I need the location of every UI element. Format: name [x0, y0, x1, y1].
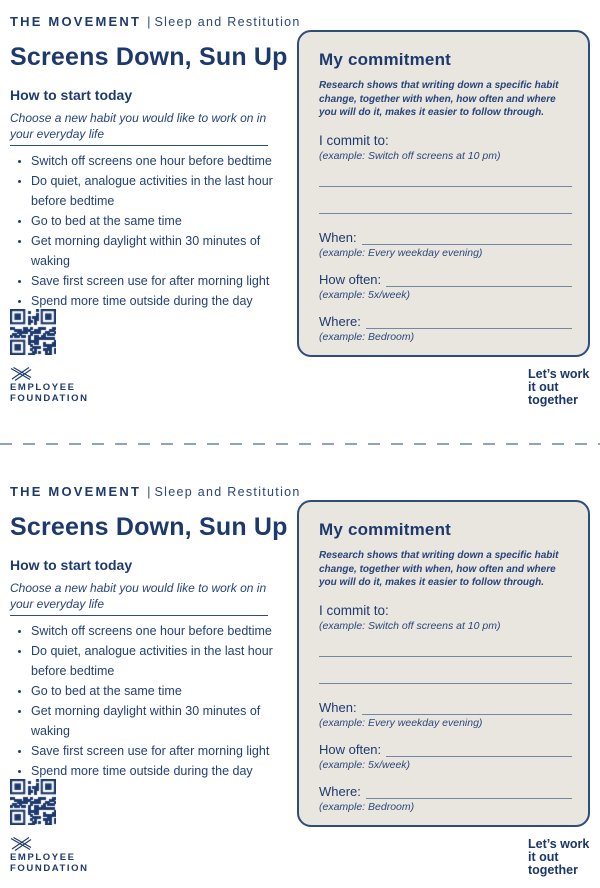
how-often-write-line — [386, 274, 572, 287]
tagline-line-1: Let’s work — [528, 837, 590, 851]
brand-separator: | — [147, 14, 151, 29]
how-often-example: (example: 5x/week) — [319, 288, 411, 301]
habit-item: • Switch off screens one hour before bedtime — [31, 621, 288, 641]
commit-to-example: (example: Switch off screens at 10 pm) — [319, 149, 501, 162]
commitment-card — [297, 30, 590, 357]
habit-item: • Go to bed at the same time — [31, 211, 288, 231]
left-column — [10, 484, 301, 874]
habit-item: • Do quiet, analogue activities in the last hour before bedtime — [31, 641, 288, 681]
habit-list — [10, 151, 288, 311]
when-label: When: — [319, 699, 357, 715]
when-field — [319, 700, 572, 715]
flyer-copy-bottom — [0, 470, 600, 888]
page-title: Screens Down, Sun Up — [10, 513, 288, 541]
commit-write-line-1 — [319, 656, 572, 657]
where-label: Where: — [319, 783, 361, 799]
tagline-line-2: it out — [528, 379, 559, 394]
habit-list — [10, 621, 288, 781]
when-write-line — [362, 702, 572, 715]
logo-line-1: EMPLOYEE — [10, 382, 76, 393]
crossed-lines-icon — [10, 366, 32, 382]
dashed-cut-line — [0, 443, 600, 445]
howto-intro: Choose a new habit you would like to work on in your everyday life — [10, 111, 267, 141]
brand-subtitle: Sleep and Restitution — [154, 15, 301, 29]
where-write-line — [366, 786, 572, 799]
brand-name: THE MOVEMENT — [10, 484, 142, 499]
habit-item: • Switch off screens one hour before bedtime — [31, 151, 288, 171]
commitment-intro: Research shows that writing down a specific habit change, together with when, how often and where you will do it, makes it easier to follow through. — [319, 550, 559, 588]
howto-heading: How to start today — [10, 87, 133, 103]
tagline-line-2: it out — [528, 849, 559, 864]
intro-rule — [10, 145, 268, 146]
employee-foundation-logo — [10, 836, 89, 874]
where-label: Where: — [319, 313, 361, 329]
where-write-line — [366, 316, 572, 329]
how-often-label: How often: — [319, 741, 382, 757]
howto-intro: Choose a new habit you would like to work on in your everyday life — [10, 581, 267, 611]
habit-item: • Save first screen use for after morning light — [31, 271, 288, 291]
logo-line-2: FOUNDATION — [10, 863, 89, 874]
commit-write-line-2 — [319, 213, 572, 214]
employee-foundation-logo — [10, 366, 89, 404]
when-write-line — [362, 232, 572, 245]
intro-rule — [10, 615, 268, 616]
how-often-example: (example: 5x/week) — [319, 758, 411, 771]
commit-write-line-2 — [319, 683, 572, 684]
commit-to-label: I commit to: — [319, 602, 389, 618]
habit-item: • Get morning daylight within 30 minutes of waking — [31, 701, 288, 741]
logo-line-1: EMPLOYEE — [10, 852, 76, 863]
commitment-title: My commitment — [319, 50, 452, 69]
brand-name: THE MOVEMENT — [10, 14, 142, 29]
habit-item: • Spend more time outside during the day — [31, 291, 288, 311]
where-example: (example: Bedroom) — [319, 330, 415, 343]
crossed-lines-icon — [10, 836, 32, 852]
habit-item: • Save first screen use for after morning light — [31, 741, 288, 761]
habit-item: • Spend more time outside during the day — [31, 761, 288, 781]
brand-header — [10, 484, 301, 499]
commit-to-label: I commit to: — [319, 132, 389, 148]
where-example: (example: Bedroom) — [319, 800, 415, 813]
commit-write-line-1 — [319, 186, 572, 187]
how-often-label: How often: — [319, 271, 382, 287]
habit-item: • Go to bed at the same time — [31, 681, 288, 701]
tagline-line-3: together — [528, 862, 578, 877]
where-field — [319, 784, 572, 799]
habit-item: • Do quiet, analogue activities in the last hour before bedtime — [31, 171, 288, 211]
commitment-title: My commitment — [319, 520, 452, 539]
tagline — [528, 368, 589, 406]
how-often-field — [319, 742, 572, 757]
commitment-card — [297, 500, 590, 827]
qr-code — [10, 779, 56, 825]
how-often-write-line — [386, 744, 572, 757]
when-example: (example: Every weekday evening) — [319, 246, 483, 259]
brand-subtitle: Sleep and Restitution — [154, 485, 301, 499]
qr-code — [10, 309, 56, 355]
brand-separator: | — [147, 484, 151, 499]
brand-header — [10, 14, 301, 29]
when-label: When: — [319, 229, 357, 245]
logo-line-2: FOUNDATION — [10, 393, 89, 404]
howto-heading: How to start today — [10, 557, 133, 573]
flyer-copy-top — [0, 0, 600, 430]
left-column — [10, 14, 301, 404]
habit-item: • Get morning daylight within 30 minutes of waking — [31, 231, 288, 271]
commit-to-example: (example: Switch off screens at 10 pm) — [319, 619, 501, 632]
when-field — [319, 230, 572, 245]
where-field — [319, 314, 572, 329]
commitment-intro: Research shows that writing down a specific habit change, together with when, how often and where you will do it, makes it easier to follow through. — [319, 80, 559, 118]
how-often-field — [319, 272, 572, 287]
tagline — [528, 838, 589, 876]
page-title: Screens Down, Sun Up — [10, 43, 288, 71]
tagline-line-1: Let’s work — [528, 367, 590, 381]
when-example: (example: Every weekday evening) — [319, 716, 483, 729]
tagline-line-3: together — [528, 392, 578, 407]
